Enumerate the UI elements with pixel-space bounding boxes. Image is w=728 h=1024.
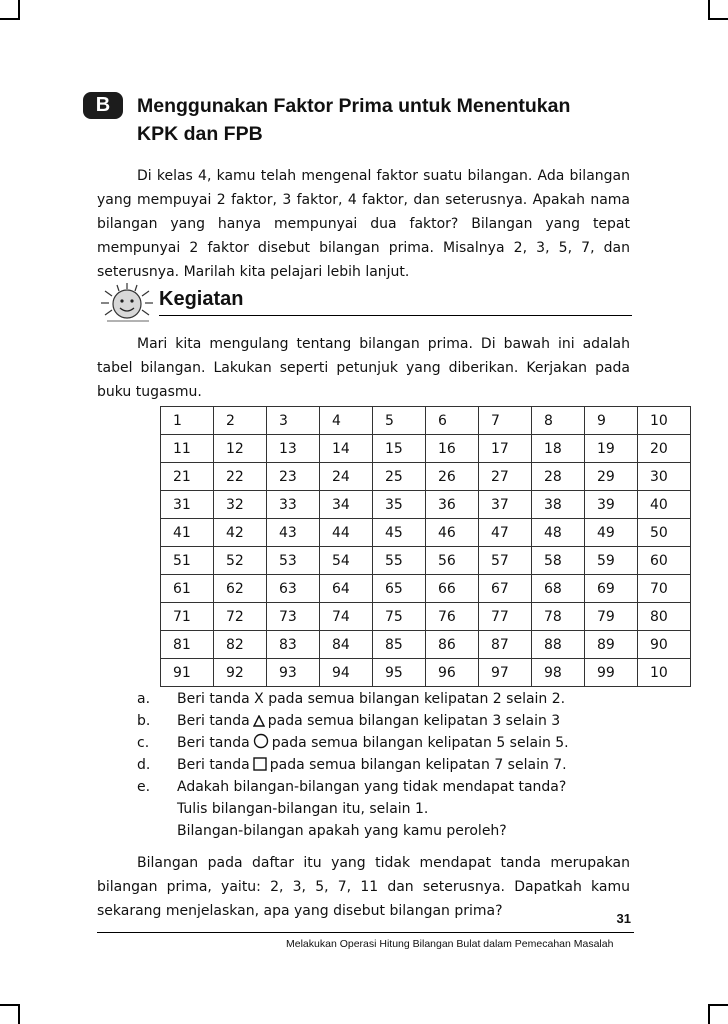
table-cell: 92 <box>214 659 267 687</box>
table-cell: 82 <box>214 631 267 659</box>
table-cell: 65 <box>373 575 426 603</box>
table-cell: 28 <box>532 463 585 491</box>
table-cell: 17 <box>479 435 532 463</box>
table-cell: 67 <box>479 575 532 603</box>
table-cell: 74 <box>320 603 373 631</box>
table-cell: 68 <box>532 575 585 603</box>
table-cell: 2 <box>214 407 267 435</box>
table-cell: 1 <box>161 407 214 435</box>
table-cell: 96 <box>426 659 479 687</box>
table-cell: 69 <box>585 575 638 603</box>
table-cell: 49 <box>585 519 638 547</box>
table-row <box>161 575 691 603</box>
table-cell: 83 <box>267 631 320 659</box>
table-cell: 47 <box>479 519 532 547</box>
table-cell: 34 <box>320 491 373 519</box>
triangle-icon <box>253 715 265 727</box>
sun-mascot-icon <box>97 283 157 323</box>
table-cell: 80 <box>638 603 691 631</box>
table-cell: 57 <box>479 547 532 575</box>
table-cell: 4 <box>320 407 373 435</box>
table-cell: 19 <box>585 435 638 463</box>
table-cell: 98 <box>532 659 585 687</box>
table-cell: 26 <box>426 463 479 491</box>
table-cell: 44 <box>320 519 373 547</box>
intro-paragraph: Di kelas 4, kamu telah mengenal faktor suatu bilangan. Ada bilangan yang mempuyai 2 faktor, 3 faktor, 4 faktor, dan seterusnya. Apakah nama bilangan yang hanya mempunyai dua faktor? Bilangan yang tepat mempunyai 2 faktor disebut bilangan prima. Misalnya 2, 3, 5, 7, dan seterusnya. Marilah kita pelajari lebih lanjut. <box>97 168 630 280</box>
table-cell: 3 <box>267 407 320 435</box>
circle-icon <box>253 733 269 749</box>
table-cell: 38 <box>532 491 585 519</box>
table-row <box>161 631 691 659</box>
table-cell: 66 <box>426 575 479 603</box>
table-cell: 20 <box>638 435 691 463</box>
table-cell: 43 <box>267 519 320 547</box>
table-row <box>161 547 691 575</box>
table-cell: 12 <box>214 435 267 463</box>
table-cell: 40 <box>638 491 691 519</box>
table-cell: 90 <box>638 631 691 659</box>
table-cell: 39 <box>585 491 638 519</box>
section-title: Menggunakan Faktor Prima untuk Menentukan KPK dan FPB <box>137 95 571 145</box>
table-cell: 16 <box>426 435 479 463</box>
table-row <box>161 407 691 435</box>
table-row <box>161 491 691 519</box>
table-cell: 48 <box>532 519 585 547</box>
table-cell: 18 <box>532 435 585 463</box>
table-row <box>161 659 691 687</box>
table-cell: 78 <box>532 603 585 631</box>
table-cell: 22 <box>214 463 267 491</box>
table-cell: 10 <box>638 407 691 435</box>
table-cell: 81 <box>161 631 214 659</box>
table-cell: 89 <box>585 631 638 659</box>
table-cell: 73 <box>267 603 320 631</box>
table-cell: 64 <box>320 575 373 603</box>
crop-mark <box>708 1004 728 1006</box>
page-number: 31 <box>616 911 631 926</box>
table-cell: 91 <box>161 659 214 687</box>
table-cell: 86 <box>426 631 479 659</box>
table-cell: 30 <box>638 463 691 491</box>
table-cell: 25 <box>373 463 426 491</box>
activity-divider <box>159 315 632 316</box>
table-cell: 31 <box>161 491 214 519</box>
table-cell: 15 <box>373 435 426 463</box>
crop-mark <box>708 0 710 20</box>
crop-mark <box>708 18 728 20</box>
table-cell: 71 <box>161 603 214 631</box>
table-cell: 93 <box>267 659 320 687</box>
list-item: d. Beri tanda pada semua bilangan kelipatan 7 selain 7. <box>137 757 567 773</box>
table-cell: 41 <box>161 519 214 547</box>
table-cell: 24 <box>320 463 373 491</box>
table-cell: 53 <box>267 547 320 575</box>
crop-mark <box>708 1004 710 1024</box>
table-cell: 79 <box>585 603 638 631</box>
crop-mark <box>18 0 20 20</box>
table-cell: 77 <box>479 603 532 631</box>
table-cell: 87 <box>479 631 532 659</box>
table-cell: 85 <box>373 631 426 659</box>
table-cell: 99 <box>585 659 638 687</box>
table-cell: 42 <box>214 519 267 547</box>
table-cell: 58 <box>532 547 585 575</box>
table-cell: 76 <box>426 603 479 631</box>
table-cell: 97 <box>479 659 532 687</box>
table-cell: 27 <box>479 463 532 491</box>
table-cell: 45 <box>373 519 426 547</box>
activity-header <box>97 283 632 325</box>
table-cell: 60 <box>638 547 691 575</box>
list-item: e. Adakah bilangan-bilangan yang tidak mendapat tanda? Tulis bilangan-bilangan itu, selain 1. Bilangan-bilangan apakah yang kamu peroleh? <box>137 779 567 839</box>
table-cell: 56 <box>426 547 479 575</box>
table-cell: 37 <box>479 491 532 519</box>
table-cell: 46 <box>426 519 479 547</box>
list-item: b. Beri tanda pada semua bilangan kelipatan 3 selain 3 <box>137 713 561 729</box>
section-badge: B <box>83 92 123 119</box>
table-row <box>161 519 691 547</box>
running-footer: Melakukan Operasi Hitung Bilangan Bulat dalam Pemecahan Masalah <box>286 938 614 950</box>
list-item: c. Beri tanda pada semua bilangan kelipatan 5 selain 5. <box>137 735 569 751</box>
table-cell: 35 <box>373 491 426 519</box>
table-cell: 9 <box>585 407 638 435</box>
table-cell: 55 <box>373 547 426 575</box>
table-cell: 72 <box>214 603 267 631</box>
table-cell: 88 <box>532 631 585 659</box>
table-cell: 5 <box>373 407 426 435</box>
table-cell: 51 <box>161 547 214 575</box>
crop-mark <box>0 1004 20 1006</box>
table-cell: 61 <box>161 575 214 603</box>
table-cell: 13 <box>267 435 320 463</box>
activity-title: Kegiatan <box>159 288 244 310</box>
activity-intro: Mari kita mengulang tentang bilangan prima. Di bawah ini adalah tabel bilangan. Lakukan seperti petunjuk yang diberikan. Kerjakan pada buku tugasmu. <box>97 336 630 400</box>
table-cell: 8 <box>532 407 585 435</box>
table-cell: 54 <box>320 547 373 575</box>
table-cell: 94 <box>320 659 373 687</box>
table-cell: 59 <box>585 547 638 575</box>
table-cell: 33 <box>267 491 320 519</box>
table-cell: 95 <box>373 659 426 687</box>
table-cell: 11 <box>161 435 214 463</box>
table-cell: 21 <box>161 463 214 491</box>
table-cell: 50 <box>638 519 691 547</box>
table-cell: 6 <box>426 407 479 435</box>
table-cell: 62 <box>214 575 267 603</box>
table-row <box>161 463 691 491</box>
table-cell: 70 <box>638 575 691 603</box>
number-table <box>160 406 691 687</box>
crop-mark <box>18 1004 20 1024</box>
table-cell: 29 <box>585 463 638 491</box>
square-icon <box>253 757 267 771</box>
instruction-list <box>137 688 637 842</box>
table-cell: 84 <box>320 631 373 659</box>
list-item: a. Beri tanda X pada semua bilangan kelipatan 2 selain 2. <box>137 691 566 707</box>
table-row <box>161 603 691 631</box>
table-cell: 32 <box>214 491 267 519</box>
table-cell: 7 <box>479 407 532 435</box>
conclusion-paragraph: Bilangan pada daftar itu yang tidak mendapat tanda merupakan bilangan prima, yaitu: 2, 3, 5, 7, 11 dan seterusnya. Dapatkah kamu sekarang menjelaskan, apa yang disebut bilangan prima? <box>97 855 630 919</box>
table-cell: 52 <box>214 547 267 575</box>
table-cell: 10 <box>638 659 691 687</box>
table-cell: 75 <box>373 603 426 631</box>
table-cell: 36 <box>426 491 479 519</box>
table-cell: 14 <box>320 435 373 463</box>
crop-mark <box>0 18 20 20</box>
footer-divider <box>97 932 634 933</box>
table-cell: 23 <box>267 463 320 491</box>
table-cell: 63 <box>267 575 320 603</box>
table-row <box>161 435 691 463</box>
